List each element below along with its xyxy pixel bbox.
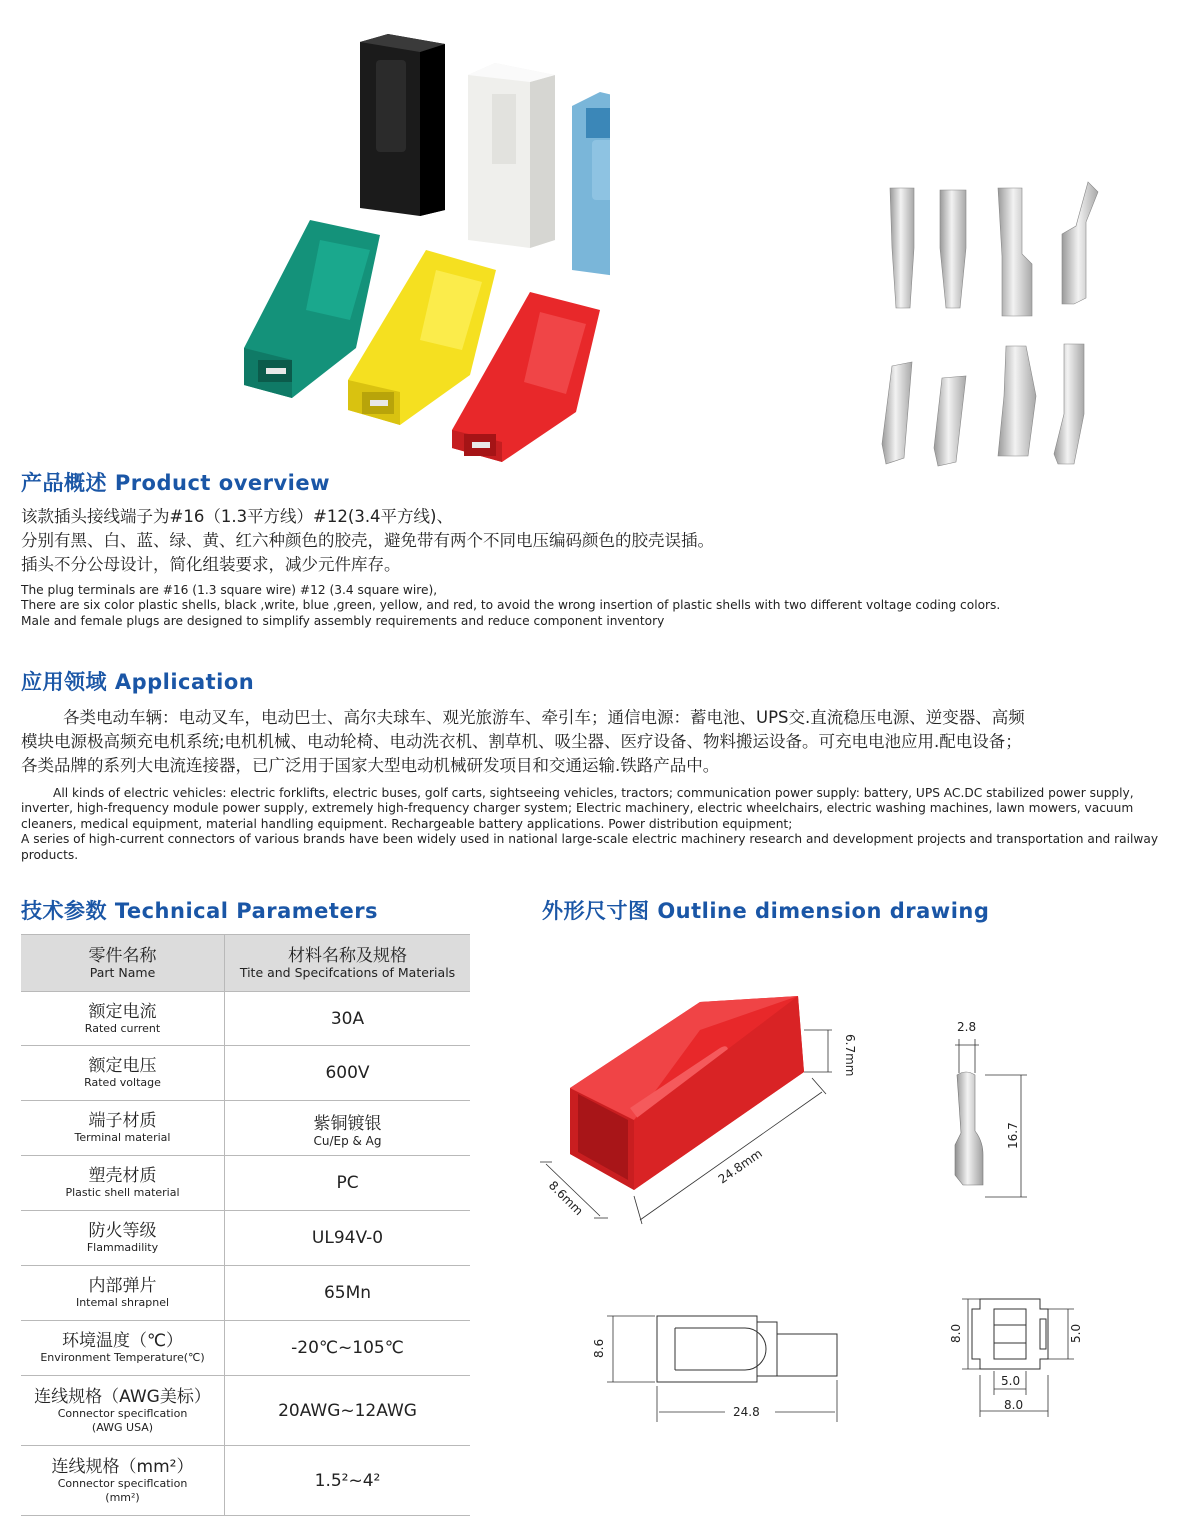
- overview-cn-text: [21, 505, 714, 577]
- param-value: 20AWG~12AWG: [278, 1400, 417, 1421]
- overview-heading-cn: 产品概述: [21, 471, 107, 495]
- table-cell-value: [225, 1266, 471, 1321]
- table-cell-param: [21, 1211, 225, 1266]
- param-value: -20℃~105℃: [291, 1338, 404, 1358]
- param-en: Terminal material: [74, 1131, 171, 1144]
- product-photo-shells: [230, 30, 610, 470]
- table-cell-value: [225, 1321, 471, 1376]
- param-cn: 端子材质: [88, 1111, 157, 1131]
- overview-en-line: Male and female plugs are designed to simplify assembly requirements and reduce component inventory: [21, 613, 665, 628]
- table-row: [21, 1376, 470, 1446]
- param-value: 65Mn: [323, 1283, 372, 1303]
- product-photo-terminals: [870, 180, 1130, 480]
- param-cn: 环境温度（℃）: [61, 1331, 184, 1351]
- param-value: 1.5²~4²: [314, 1470, 381, 1491]
- white-shell: [468, 63, 555, 248]
- overview-en-line: There are six color plastic shells, black ,write, blue ,green, yellow, and red, to avoid the wrong insertion of plastic shells with two different voltage coding colors.: [21, 598, 1001, 613]
- table-row: [21, 1046, 470, 1101]
- table-cell-value: [225, 1046, 471, 1101]
- technical-parameters-table: [21, 934, 470, 1516]
- table-cell-param: [21, 1321, 225, 1376]
- param-cn: 防火等级: [88, 1221, 157, 1241]
- terminal-length-label: 16.7: [1006, 1122, 1020, 1149]
- side-height-label: 8.6: [592, 1338, 606, 1358]
- application-cn-text: [21, 706, 1025, 778]
- overview-cn-line: 分别有黑、白、蓝、绿、黄、红六种颜色的胶壳，避免带有两个不同电压编码颜色的胶壳误插。: [21, 531, 714, 550]
- outline-heading-cn: 外形尺寸图: [542, 899, 650, 923]
- overview-en-line: The plug terminals are #16 (1.3 square wire) #12 (3.4 square wire),: [21, 583, 438, 597]
- outline-heading: [542, 895, 989, 925]
- table-header-cell: [225, 935, 471, 992]
- param-en-line2: (mm²): [105, 1490, 140, 1504]
- terminal-bottom-row: [882, 344, 1084, 466]
- header-material-en: Tite and Specifcations of Materials: [239, 965, 456, 980]
- overview-en-text: [21, 583, 1000, 629]
- param-value: UL94V-0: [311, 1228, 384, 1248]
- application-en-text: [21, 786, 1185, 863]
- param-value: 600V: [325, 1063, 370, 1083]
- header-part-name-cn: 零件名称: [88, 946, 157, 966]
- param-en: Rated current: [84, 1021, 161, 1035]
- application-en-para: A series of high-current connectors of various brands have been widely used in national large-scale electric machinery research and development projects and transportation and railway products.: [21, 832, 1159, 862]
- param-cn: 连线规格（AWG美标）: [34, 1386, 211, 1407]
- front-height-label: 8.0: [949, 1323, 963, 1343]
- application-heading-cn: 应用领域: [21, 670, 107, 694]
- table-cell-param: [21, 1101, 225, 1156]
- param-cn: 额定电压: [88, 1056, 157, 1076]
- table-row: [21, 992, 470, 1046]
- table-header-cell: [21, 935, 225, 992]
- table-cell-param: [21, 992, 225, 1046]
- param-en: Intemal shrapnel: [75, 1296, 170, 1309]
- param-cn: 塑壳材质: [88, 1166, 157, 1186]
- table-row: [21, 1156, 470, 1211]
- param-cn: 连线规格（mm²）: [51, 1456, 194, 1477]
- table-cell-param: [21, 1156, 225, 1211]
- param-en: Rated voltage: [84, 1076, 161, 1089]
- table-header-row: [21, 935, 470, 992]
- table-cell-value: [225, 1446, 471, 1516]
- table-cell-param: [21, 1446, 225, 1516]
- technical-heading: [21, 895, 378, 925]
- application-cn-line: 各类品牌的系列大电流连接器，已广泛用于国家大型电动机械研发项目和交通运输.铁路产品中。: [21, 756, 720, 775]
- table-cell-param: [21, 1376, 225, 1446]
- front-view-outline: [972, 1299, 1048, 1369]
- table-cell-value: [225, 992, 471, 1046]
- param-cn: 内部弹片: [88, 1276, 157, 1296]
- table-cell-value: [225, 1211, 471, 1266]
- param-value: 紫铜镀银: [313, 1113, 382, 1134]
- side-view-outline: [657, 1316, 837, 1382]
- table-row: [21, 1321, 470, 1376]
- iso-length-label: 24.8mm: [715, 1146, 765, 1187]
- technical-heading-cn: 技术参数: [21, 899, 107, 923]
- table-cell-value: [225, 1101, 471, 1156]
- side-view-drawing: [585, 1300, 865, 1430]
- iso-height-label: 6.7mm: [843, 1034, 857, 1077]
- side-length-label: 24.8: [733, 1405, 760, 1419]
- terminal-width-label: 2.8: [957, 1020, 977, 1034]
- param-value: 30A: [330, 1008, 365, 1029]
- terminal-top-row: [890, 182, 1098, 316]
- table-cell-param: [21, 1046, 225, 1101]
- param-en-line2: (AWG USA): [91, 1420, 154, 1434]
- iso-red-shell: [570, 996, 804, 1190]
- table-row: [21, 1446, 470, 1516]
- technical-heading-en: Technical Parameters: [114, 899, 379, 923]
- header-material-cn: 材料名称及规格: [288, 946, 407, 966]
- overview-cn-line: 插头不分公母设计，简化组装要求，减少元件库存。: [21, 555, 401, 574]
- terminal-dimension-drawing: [935, 1015, 1045, 1210]
- blue-shell: [572, 92, 610, 278]
- application-en-para: All kinds of electric vehicles: electric forklifts, electric buses, golf carts, sightseeing vehicles, tractors; communication power supply: battery, UPS AC.DC stabilized power supply, inverter, high-frequency module power supply, extremely high-frequency charger system; Electric machinery, electric wheelchairs, electric washing machines, lawn mowers, vacuum cleaners, medical equipment, material handling equipment. Rechargeable battery applications. Power distribution equipment;: [21, 786, 1134, 831]
- front-bottom-inner-label: 5.0: [1001, 1374, 1021, 1388]
- table-row: [21, 1101, 470, 1156]
- iso-dimension-drawing: [530, 990, 870, 1240]
- application-cn-line: 模块电源极高频充电机系统;电机机械、电动轮椅、电动洗衣机、割草机、吸尘器、医疗设备、物料搬运设备。可充电电池应用.配电设备；: [21, 732, 1022, 751]
- overview-heading-en: Product overview: [114, 471, 331, 495]
- param-en: Flammadility: [86, 1241, 159, 1254]
- param-en: Plastic shell material: [65, 1186, 180, 1199]
- param-en: Connector speciflcation: [57, 1476, 188, 1490]
- table-row: [21, 1211, 470, 1266]
- table-cell-value: [225, 1376, 471, 1446]
- iso-width-label: 8.6mm: [545, 1178, 586, 1219]
- terminal-pin: [955, 1072, 983, 1185]
- table-cell-param: [21, 1266, 225, 1321]
- param-en: Environment Temperature(℃): [40, 1351, 205, 1364]
- param-cn: 额定电流: [88, 1001, 157, 1022]
- front-inner-label: 5.0: [1069, 1323, 1083, 1343]
- side-view-dim-lines: [607, 1316, 837, 1422]
- table-row: [21, 1266, 470, 1321]
- front-bottom-label: 8.0: [1004, 1398, 1024, 1412]
- black-shell: [360, 34, 445, 216]
- application-cn-line: 各类电动车辆：电动叉车，电动巴士、高尔夫球车、观光旅游车、牵引车；通信电源：蓄电池、UPS交.直流稳压电源、逆变器、高频: [63, 708, 1025, 727]
- param-value: PC: [336, 1173, 359, 1193]
- outline-heading-en: Outline dimension drawing: [657, 899, 990, 923]
- overview-cn-line: 该款插头接线端子为#16（1.3平方线）#12(3.4平方线)、: [21, 507, 453, 526]
- param-en: Connector speciflcation: [57, 1406, 188, 1420]
- application-heading: [21, 666, 254, 696]
- overview-heading: [21, 467, 330, 497]
- front-view-drawing: [940, 1285, 1090, 1425]
- header-part-name-en: Part Name: [89, 965, 156, 980]
- param-value-sub: Cu/Ep & Ag: [313, 1133, 382, 1148]
- application-heading-en: Application: [114, 670, 255, 694]
- table-cell-value: [225, 1156, 471, 1211]
